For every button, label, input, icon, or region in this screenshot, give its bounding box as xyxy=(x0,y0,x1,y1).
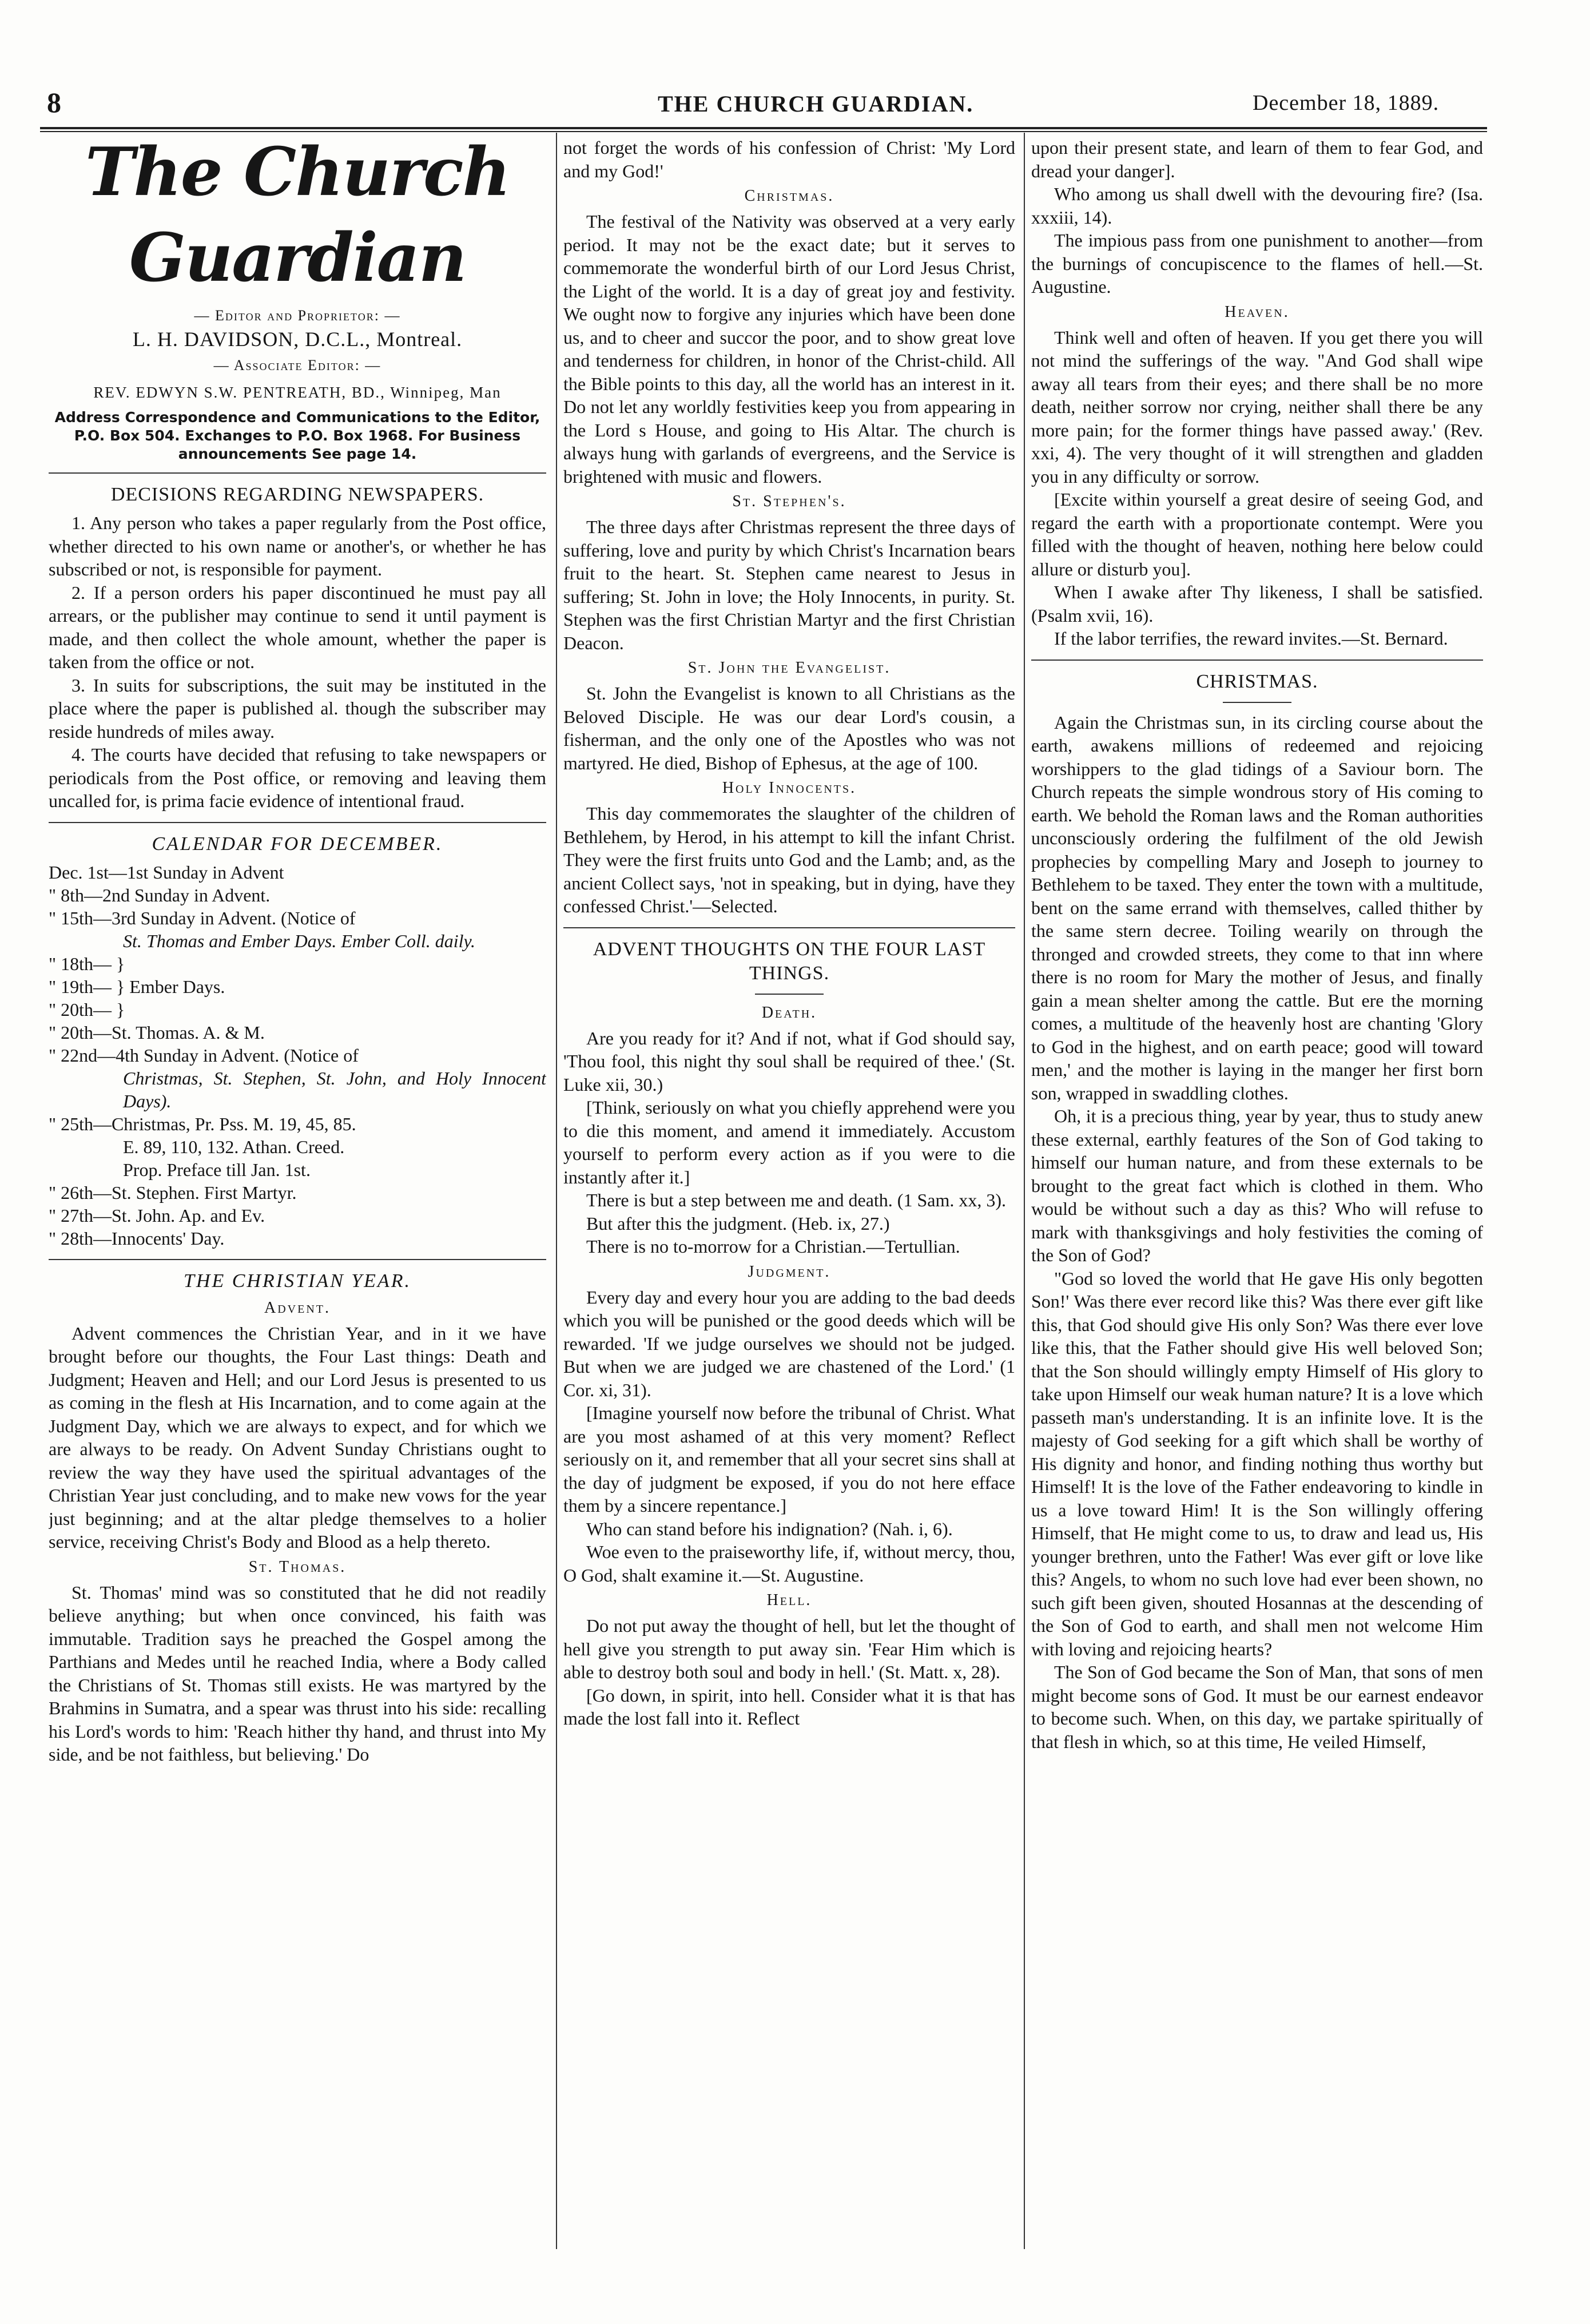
st-john-paragraph: St. John the Evangelist is known to all Christians as the Beloved Disciple. He was our dear Lord's cousin, a fisherman, and the only one of the Apostles who was not martyred. He died, Bishop of Ephesus, at the age of 100. xyxy=(563,683,1015,773)
column-rule-2 xyxy=(1024,133,1025,2249)
short-divider xyxy=(1223,702,1291,703)
innocents-subhead: Holy Innocents. xyxy=(722,779,857,797)
short-divider xyxy=(755,994,824,995)
st-john-subhead: St. John the Evangelist. xyxy=(687,659,891,677)
calendar-line: " 15th—3rd Sunday in Advent. (Notice of xyxy=(49,907,356,928)
calendar-line: " 26th—St. Stephen. First Martyr. xyxy=(49,1182,297,1203)
st-stephen-paragraph: The three days after Christmas represent the three days of suffering, love and purity by which Christ's Incarnation bears fruit to the heart. St. Stephen came nearest to Jesus in suffering; St. John in love; the Holy Innocents, in purity. St. Stephen was the first Christian Martyr and the first Christian Deacon. xyxy=(563,517,1015,653)
advent-paragraph: Advent commences the Christian Year, and in it we have brought before our thoughts, the Four Last things: Death and Judgment; Heaven and Hell; and our Lord Jesus is presented to us as coming in the flesh at His Incarnation, and to come again at the Judgment Day, which we are always to expect, and for which we are always to be ready. On Advent Sunday Christians ought to review the way they have used the spiritual advantages of the Christian Year just concluding, and to make new vows for the year just beginning; and at the altar pledge themselves to a holier service, receiving Christ's Body and Blood as a help thereto. xyxy=(49,1322,546,1552)
associate-editor: REV. EDWYN S.W. PENTREATH, BD., Winnipeg, Man xyxy=(93,383,502,401)
hell-paragraph: Do not put away the thought of hell, but let the thought of hell give you strength to put away sin. 'Fear Him which is able to destroy both soul and body in hell.' (St. Matt. x, 28). xyxy=(563,1615,1015,1682)
christmas-article-paragraph: Oh, it is a precious thing, year by year, thus to study anew these external, earthly features of the Son of God taking to himself our human nature, and from these externals to be brought to the great fact which is clothed in them. Who would be without such a day as this? Who will refuse to mark with thanksgivings and holy festivities the coming of the Son of God? xyxy=(1031,1106,1483,1265)
christmas-article-paragraph: "God so loved the world that He gave His only begotten Son!' Was there ever record like this? Was there ever gift like this, that God should give His only Son? Was there ever love like this, that the Father should give His well beloved Son; that the Son should willingly empty Himself of His glory to take upon Himself our weak human nature? It is a love which passeth man's understanding. It is an infinite love. It is the majesty of God seeking for a gift which shall be worthy of His dignity and honor, and finding nothing thus worthy but Himself! It is the love of the Father endeavoring to kindle in us a love toward Him! It is the Son willingly offering Himself, that He might come to us, to draw and lead us, His younger brethren, unto the Father! Was ever gift or love like this? Angels, to whom no such love had ever been shown, no such gift been given, shouted Hosannas at the descending of the Son of God to earth, and shall men not welcome Him with loving and rejoicing hearts? xyxy=(1031,1268,1483,1659)
decision-1: 1. Any person who takes a paper regularly from the Post office, whether directed to his own name or another's, or whether he has subscribed or not, is responsible for payment. xyxy=(49,513,546,579)
calendar-heading: CALENDAR FOR DECEMBER. xyxy=(152,833,443,855)
christmas-heading: CHRISTMAS. xyxy=(1196,670,1318,692)
advent-subhead: Advent. xyxy=(264,1298,331,1317)
death-paragraph: Are you ready for it? And if not, what if God should say, 'Thou fool, this night thy soul shall be required of thee.' (St. Luke xii, 30.) xyxy=(563,1027,1015,1095)
confession-paragraph: not forget the words of his confession of Christ: 'My Lord and my God!' xyxy=(563,137,1015,181)
calendar-line: " 25th—Christmas, Pr. Pss. M. 19, 45, 85. xyxy=(49,1113,356,1134)
divider xyxy=(49,1259,546,1260)
judgment-paragraph: Who can stand before his indignation? (Nah. i, 6). xyxy=(586,1518,953,1539)
advent-thoughts-heading: ADVENT THOUGHTS ON THE FOUR LAST THINGS. xyxy=(593,938,986,984)
calendar-list xyxy=(49,861,546,1250)
calendar-line: " 20th— } xyxy=(49,999,125,1020)
divider xyxy=(49,822,546,823)
calendar-line: Prop. Preface till Jan. 1st. xyxy=(123,1159,311,1180)
column-3 xyxy=(1031,136,1483,2253)
decision-4: 4. The courts have decided that refusing to take newspapers or periodicals from the Post office, or removing and leaving them uncalled for, is prima facie evidence of intentional fraud. xyxy=(49,744,546,811)
heaven-paragraph: If the labor terrifies, the reward invites.—St. Bernard. xyxy=(1054,628,1448,649)
judgment-paragraph: Woe even to the praiseworthy life, if, without mercy, thou, O God, shalt examine it.—St. Augustine. xyxy=(563,1542,1015,1586)
decisions-heading: DECISIONS REGARDING NEWSPAPERS. xyxy=(110,484,484,505)
calendar-line: St. Thomas and Ember Days. Ember Coll. daily. xyxy=(123,930,475,951)
calendar-line: " 18th— } xyxy=(49,953,125,974)
calendar-line: " 8th—2nd Sunday in Advent. xyxy=(49,884,271,905)
innocents-paragraph: This day commemorates the slaughter of the children of Bethlehem, by Herod, in his attempt to kill the infant Christ. They were the first fruits unto God and the Lamb; and, as the ancient Collect says, 'not in speaking, but in dying, have they confessed Christ.'—Selected. xyxy=(563,803,1015,916)
death-paragraph: There is no to-morrow for a Christian.—Tertullian. xyxy=(586,1236,960,1257)
issue-date: December 18, 1889. xyxy=(1253,91,1440,115)
column-1 xyxy=(49,136,546,2253)
death-paragraph: There is but a step between me and death. (1 Sam. xx, 3). xyxy=(586,1190,1006,1210)
calendar-line: E. 89, 110, 132. Athan. Creed. xyxy=(123,1136,345,1157)
page-header xyxy=(40,86,1481,126)
christmas-paragraph: The festival of the Nativity was observed at a very early period. It may not be the exact date; but it serves to commemorate the wonderful birth of our Lord Jesus Christ, the Light of the world. It is a day of great joy and festivity. We ought now to forgive any injuries which have been done us, and to cheer and succor the poor, and to show great love and tenderness for children, in honor of the Christ-child. All the Bible points to this day, all the world has an interest in it. Do not let any worldly festivities keep you from appearing in the Lord s House, and going to His Altar. The church is always hung with garlands of evergreens, and the Service is brightened with music and flowers. xyxy=(563,211,1015,487)
hell-paragraph: [Go down, in spirit, into hell. Consider what it is that has made the lost fall into it. Reflect xyxy=(563,1685,1015,1729)
column-rule-1 xyxy=(556,133,557,2249)
heaven-paragraph: [Excite within yourself a great desire of seeing God, and regard the earth with a proportionate contempt. Were you filled with the thought of heaven, nothing here below could allure or disturb you]. xyxy=(1031,489,1483,579)
st-thomas-subhead: St. Thomas. xyxy=(248,1558,347,1576)
christmas-article-paragraph: The Son of God became the Son of Man, that sons of men might become sons of God. It must be our earnest endeavor to become such. When, on this day, we partake spiritually of that flesh in which, so at this time, He veiled Himself, xyxy=(1031,1662,1483,1752)
christmas-article-paragraph: Again the Christmas sun, in its circling course about the earth, awakens millions of redeemed and rejoicing worshippers to the glad tidings of a Saviour born. The Church repeats the simple wondrous story of His coming to earth. We behold the Roman laws and the Roman authorities unconsciously ordering the fulfilment of the old Jewish prophecies by compelling Mary and Joseph to journey to Bethlehem to be taxed. They enter the town with a multitude, bent on the same errand with themselves, called thither by the same stern decree. Toiling wearily on through the thronged and crowded streets, they come to that inn where there is no room for Mary the mother of Jesus, and finally gain a mean shelter among the cattle. But ere the morning comes, a multitude of the heavenly host are chanting 'Glory to God in the highest, and on earth peace; good will toward men,' and the mother is laying in the manger her first born son, wrapped in swaddling clothes. xyxy=(1031,712,1483,1103)
heaven-paragraph: When I awake after Thy likeness, I shall be satisfied. (Psalm xvii, 16). xyxy=(1031,582,1483,626)
calendar-line: " 22nd—4th Sunday in Advent. (Notice of xyxy=(49,1044,359,1066)
page-number: 8 xyxy=(47,86,61,118)
st-stephen-subhead: St. Stephen's. xyxy=(732,492,846,510)
heaven-subhead: Heaven. xyxy=(1225,303,1290,321)
editor-name: L. H. DAVIDSON, D.C.L., Montreal. xyxy=(132,327,463,351)
calendar-line: " 27th—St. John. Ap. and Ev. xyxy=(49,1205,265,1226)
decision-2: 2. If a person orders his paper discontinued he must pay all arrears, or the publisher may continue to send it until payment is made, and then collect the whole amount, whether the paper is taken from the office or not. xyxy=(49,582,546,672)
calendar-line: " 20th—St. Thomas. A. & M. xyxy=(49,1022,265,1043)
column-2 xyxy=(563,136,1015,2253)
decision-3: 3. In suits for subscriptions, the suit may be instituted in the place where the paper is published al. though the subscriber may reside hundreds of miles away. xyxy=(49,674,546,742)
judgment-subhead: Judgment. xyxy=(748,1262,831,1281)
judgment-paragraph: Every day and every hour you are adding to the bad deeds which you will be punished or the good deeds which will be rewarded. 'If we judge ourselves we should not be judged. But when we are judged we are chastened of the Lord.' (1 Cor. xi, 31). xyxy=(563,1286,1015,1400)
header-rule xyxy=(40,127,1487,129)
calendar-line: " 19th— } Ember Days. xyxy=(49,976,225,997)
st-thomas-paragraph: St. Thomas' mind was so constituted that he did not readily believe anything; but when once convinced, his faith was immutable. Tradition says he preached the Gospel among the Parthians and Medes until he reached India, where a Body called the Christians of St. Thomas still exists. He was martyred by the Brahmins in Sumatra, and a spear was thrust into his side: recalling his Lord's words to him: 'Reach hither thy hand, and thrust into My side, and be not faithless, but believing.' Do xyxy=(49,1582,546,1765)
masthead-title: The Church Guardian xyxy=(85,136,510,297)
running-title: THE CHURCH GUARDIAN. xyxy=(658,91,974,117)
divider xyxy=(1031,660,1483,661)
death-paragraph: [Think, seriously on what you chiefly apprehend were you to die this moment, and amend it immediately. Accustom yourself to perform every action as if you were to die instantly after it.] xyxy=(563,1097,1015,1187)
associate-label: — Associate Editor: — xyxy=(213,357,381,374)
christmas-subhead: Christmas. xyxy=(744,187,834,205)
death-paragraph: But after this the judgment. (Heb. ix, 27.) xyxy=(586,1213,890,1234)
death-subhead: Death. xyxy=(761,1003,817,1022)
address-notice: Address Correspondence and Communications to the Editor, P.O. Box 504. Exchanges to P.O. Box 1968. For Business announcements See page 14. xyxy=(54,409,540,462)
quote-paragraph: Who among us shall dwell with the devouring fire? (Isa. xxxiii, 14). xyxy=(1031,184,1483,228)
calendar-line: " 28th—Innocents' Day. xyxy=(49,1227,225,1249)
hell-continued-paragraph: upon their present state, and learn of them to fear God, and dread your danger]. xyxy=(1031,137,1483,181)
judgment-paragraph: [Imagine yourself now before the tribunal of Christ. What are you most ashamed of at this very moment? Reflect seriously on it, and remember that all your secret sins shall at the day of judgment be exposed, if you do not here efface them by a sincere repentance.] xyxy=(563,1403,1015,1516)
divider xyxy=(49,472,546,474)
hell-subhead: Hell. xyxy=(766,1591,812,1609)
heaven-paragraph: Think well and often of heaven. If you get there you will not mind the sufferings of the way. "And God shall wipe away all tears from their eyes; and there shall be no more death, neither sorrow nor crying, neither shall there be any more pain; for the former things have passed away.' (Rev. xxi, 4). The very thought of it will strengthen and gladden you in any difficulty or sorrow. xyxy=(1031,327,1483,487)
editor-label: — Editor and Proprietor: — xyxy=(194,307,401,324)
divider xyxy=(563,927,1015,928)
header-rule-thin xyxy=(40,131,1487,132)
christian-year-heading: THE CHRISTIAN YEAR. xyxy=(184,1270,411,1292)
quote-paragraph: The impious pass from one punishment to another—from the burnings of concupiscence to the flames of hell.—St. Augustine. xyxy=(1031,230,1483,297)
calendar-line: Dec. 1st—1st Sunday in Advent xyxy=(49,861,284,883)
calendar-line: Christmas, St. Stephen, St. John, and Holy Innocent Days). xyxy=(123,1067,546,1111)
